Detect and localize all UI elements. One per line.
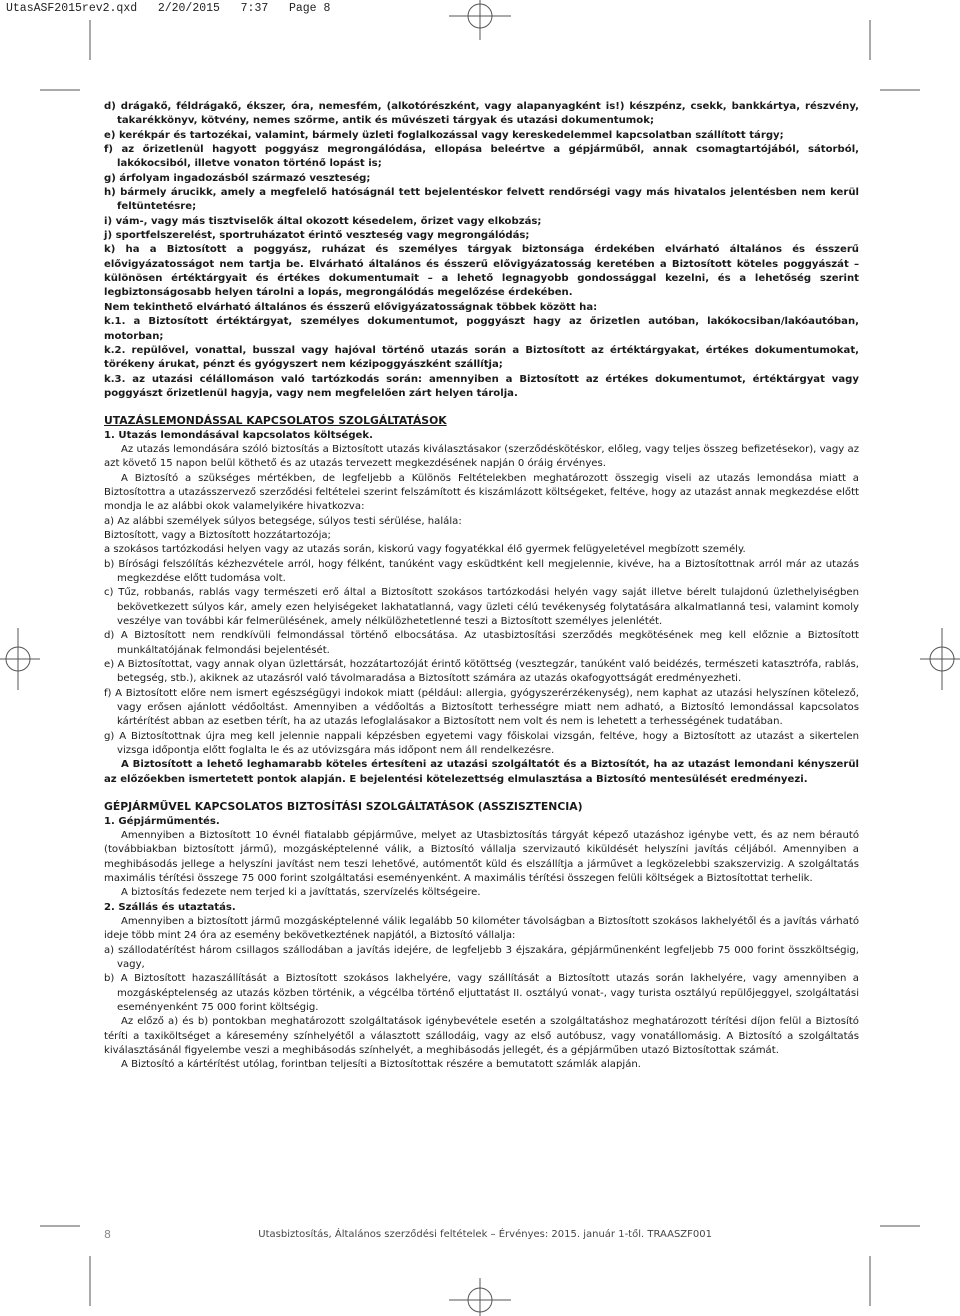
print-slug: UtasASF2015rev2.qxd 2/20/2015 7:37 Page 8 <box>6 2 331 15</box>
precaution-intro: Nem tekinthető elvárható általános és ésszerű elővigyázatosságnak többek között ha: <box>104 301 598 313</box>
section-heading-cancellation: UTAZÁSLEMONDÁSSAL KAPCSOLATOS SZOLGÁLTATÁSOK <box>104 414 447 428</box>
paragraph: Az előző a) és b) pontokban meghatározott szolgáltatások igénybevétele esetén a szolgáltatáshoz meghatározott térítési díjon felül a Biztosító téríti a taxiköltséget a káresemény színhelyétől a választott szállodáig, vagy az első autóbusz, vagy vonatállomásig. A Biztosító a szolgáltatás kiválasztásánál figyelembe veszi a meghibásodás színhelyét, a meghibásodás jellegét, és a gépjárműben utazó Biztosítottak számát. <box>104 1016 859 1056</box>
precaution-item-k2: k.2. repülővel, vonattal, busszal vagy hajóval történő utazás során a Biztosított az értéktárgyakat, értékes dokumentumokat, törékeny árukat, pénzt és gyógyszert nem kézipoggyászként szállítja; <box>104 344 859 371</box>
list-item: a szokásos tartózkodási helyen vagy az utazás során, kiskorú vagy fogyatékkal élő gyermek felügyeletével megbízott személy. <box>104 544 746 556</box>
registration-mark-right <box>920 628 960 690</box>
list-item: a) szállodatérítést három csillagos szállodában a javítás idejére, de legfeljebb 3 éjszakára, gépjárműnenként legfeljebb 75 000 forint összköltségig, vagy, <box>104 944 859 970</box>
exclusion-item-h: h) bármely árucikk, amely a megfelelő hatóságnál tett bejelentéskor felvett rendőrségi vagy más hivatalos jelentésben nem kerül feltüntetésre; <box>104 187 859 213</box>
subheading-vehicle-rescue: 1. Gépjárműmentés. <box>104 815 220 827</box>
notification-paragraph: A Biztosított a lehető leghamarabb köteles értesíteni az utazási szolgáltatót és a Biztosítót, ha az utazást lemondani kényszerül az előzőekben ismertetett pontok alapján. E bejelentési kötelezettség elmulasztása a Biztosító mentesülését eredményezi. <box>104 759 859 785</box>
section-heading-vehicle: GÉPJÁRMŰVEL KAPCSOLATOS BIZTOSÍTÁSI SZOLGÁLTATÁSOK (ASSZISZTENCIA) <box>104 800 583 814</box>
crop-mark-bottom-right <box>860 1216 960 1316</box>
precaution-item-k1: k.1. a Biztosított értéktárgyat, személyes dokumentumot, poggyászt hagy az őrizetlen autóban, lakókocsiban/lakóautóban, motorban; <box>104 316 859 342</box>
exclusion-item-j: j) sportfelszerelést, sportruházatot érintő veszteség vagy megrongálódás; <box>104 230 530 242</box>
footer-text: Utasbiztosítás, Általános szerződési feltételek – Érvényes: 2015. január 1-től. TRAASZF001 <box>258 1229 712 1240</box>
crop-mark-bottom-left <box>0 1216 100 1316</box>
paragraph: A Biztosító a szükséges mértékben, de legfeljebb a Különös Feltételekben meghatározott összegig viseli az utazás lemondása miatt a Biztosítottra a utazásszervező szerződési feltételei szerint felszámított és kiszámlázott költségeket, feltéve, hogy az utazást annak megkezdése előtt mondja le az alábbi okok valamelyikére hivatkozva: <box>104 472 859 513</box>
page-number: 8 <box>104 1228 111 1241</box>
list-item: b) Bírósági felszólítás kézhezvétele arról, hogy félként, tanúként vagy esküdtként kell megjelennie, kivéve, ha a Biztosítottnak arról már az utazás megkezdése előtt tudomása volt. <box>104 558 859 584</box>
paragraph: Amennyiben a Biztosított 10 évnél fiatalabb gépjárműve, melyet az Utasbiztosítás tárgyát képező utazáshoz igénybe vett, és az nem bérautó (továbbiakban biztosított jármű), mozgásképtelenné válik, a Biztosító vállalja szervizautó kiküldését helyszíni javítás céljából. Amennyiben a meghibásodás jellege a helyszíni javítást nem teszi lehetővé, autómentőt küld és elszállítja a járművet a legközelebbi szakszervizig. A szolgáltatás maximális térítési összege 75 000 forint szolgáltatási eseményenként. A maximális térítési összegen felüli költségek a Biztosítottat terhelik. <box>104 829 859 884</box>
exclusion-item-e: e) kerékpár és tartozékai, valamint, bármely üzleti foglalkozással vagy kereskedelemmel kapcsolatban szállított tárgy; <box>104 129 784 141</box>
list-item: a) Az alábbi személyek súlyos betegsége, súlyos testi sérülése, halála: <box>104 515 462 527</box>
exclusion-item-f: f) az őrizetlenül hagyott poggyász megrongálódása, ellopása beleértve a gépjárműből, annak csomagtartójából, sátorból, lakókocsiból, illetve vonaton történő lopást is; <box>104 144 859 170</box>
crop-mark-top-left <box>0 0 100 100</box>
paragraph: A Biztosító a kártérítést utólag, forintban teljesíti a Biztosítottak részére a bemutatott számlák alapján. <box>121 1059 641 1071</box>
registration-mark-top <box>449 0 511 40</box>
exclusion-item-d: d) drágakő, féldrágakő, ékszer, óra, nemesfém, (alkotórészként, vagy alapanyagként is!) készpénz, csekk, bankkártya, részvény, takarékkönyv, kötvény, nemes szőrme, antik és művészeti tárgyak és utazási dokumentumok; <box>104 101 859 127</box>
list-item: g) A Biztosítottnak újra meg kell jelennie nappali képzésben egyetemi vagy főiskolai vizsgán, feltéve, hogy a Biztosított az utazást a sikertelen vizsga időpontja előtt foglalta le és az utóvizsgára más időpont nem áll rendelkezésre. <box>104 730 859 757</box>
registration-mark-bottom <box>449 1278 511 1316</box>
list-item: b) A Biztosított hazaszállítását a Biztosított szokásos lakhelyére, vagy szállítását a Biztosított utazás során lakhelyére, vagy amennyiben a mozgásképtelenség az utazás közben történik, a végcélba történő eljuttatást II. osztályú vonat-, vagy turista osztályú repülőjeggyel, szolgáltatási eseményenként 75 000 forint költségig. <box>104 973 859 1013</box>
precaution-item-k3: k.3. az utazási célállomáson való tartózkodás során: amennyiben a Biztosított az értékes dokumentumot, értéktárgyat vagy poggyászt őrizetlenül hagyja, vagy nem megfelelően zárt helyen tárolja. <box>104 373 859 399</box>
list-item: d) A Biztosított nem rendkívüli felmondással történő elbocsátása. Az utasbiztosítási szerződés megkötésének meg kell előznie a Biztosított munkáltatójának felmondási bejelentését. <box>104 630 859 656</box>
list-item: c) Tűz, robbanás, rablás vagy természeti erő által a Biztosított szokásos tartózkodási helyén vagy saját illetve bérelt tulajdonú üzlethelyiségben bekövetkezett súlyos kár, amely ezen helyiségeket lakhatatlanná, vagy üzleti célú tevékenység folytatására alkalmatlanná tesi, valamint komoly veszélye van további kár felmerülésének, amely nélkülözhetetlenné teszi a Biztosított személyes jelenlétét. <box>104 587 859 628</box>
exclusion-item-k: k) ha a Biztosított a poggyász, ruházat és személyes tárgyak biztonsága érdekében elvárható általános és ésszerű elővigyázatosságot nem tartja be. Elvárható általános és ésszerű elővigyázatosság keretében a Biztosított köteles poggyászát – különösen értéktárgyait és értékes dokumentumait – a lehető legnagyobb gondossággal kezelni, és a lehetőség szerint legbiztonságosabb helyen tárolni a lopás, megrongálódás megelőzése érdekében. <box>104 244 859 299</box>
page-body <box>104 100 859 1073</box>
exclusion-item-i: i) vám-, vagy más tisztviselők által okozott késedelem, őrizet vagy elkobzás; <box>104 215 542 227</box>
list-item: Biztosított, vagy a Biztosított hozzátartozója; <box>104 529 331 541</box>
registration-mark-left <box>0 628 40 690</box>
list-item: f) A Biztosított előre nem ismert egészségügyi indokok miatt (például: allergia, gyógyszerérzékenység), nem kaphat az utazási helyszínen kötelező, vagy erősen ajánlott védőoltást. Amennyiben a védőoltás a Biztosított terhességre miatt nem adható, a Biztosító lemondással kapcsolatos kártérítést abban az esetben térít, ha az utazás lefoglalásakor a Biztosított nem volt és nem is lehetett a terhességének tudatában. <box>104 687 859 728</box>
list-item: e) A Biztosítottat, vagy annak olyan üzlettársát, hozzátartozóját érintő kötöttség (vesztegzár, tanúként való beidézés, természeti katasztrófa, rablás, betegség, stb.), akiknek az utazásról való távolmaradása a Biztosított számára az utazás okafogyottságát eredményezheti. <box>104 659 859 685</box>
subheading-cancellation-costs: 1. Utazás lemondásával kapcsolatos költségek. <box>104 429 373 441</box>
crop-mark-top-right <box>860 0 960 100</box>
paragraph: Amennyiben a biztosított jármű mozgásképtelenné válik legalább 50 kilométer távolságban a Biztosított szokásos lakhelyétől és a javítás várható ideje több mint 24 óra az esemény bekövetkeztének napjától, a Biztosító vállalja: <box>104 915 859 942</box>
exclusion-item-g: g) árfolyam ingadozásból származó veszteség; <box>104 172 371 184</box>
paragraph: Az utazás lemondására szóló biztosítás a Biztosított utazás kiválasztásakor (szerződéskötéskor, előleg, vagy teljes összeg befizetésekor), vagy az azt követő 15 napon belül köthető és az utazás tervezett megkezdésének napján 0 óráig érvényes. <box>104 443 859 470</box>
subheading-accommodation: 2. Szállás és utaztatás. <box>104 901 236 913</box>
paragraph: A biztosítás fedezete nem terjed ki a javíttatás, szervízelés költségeire. <box>121 887 481 899</box>
